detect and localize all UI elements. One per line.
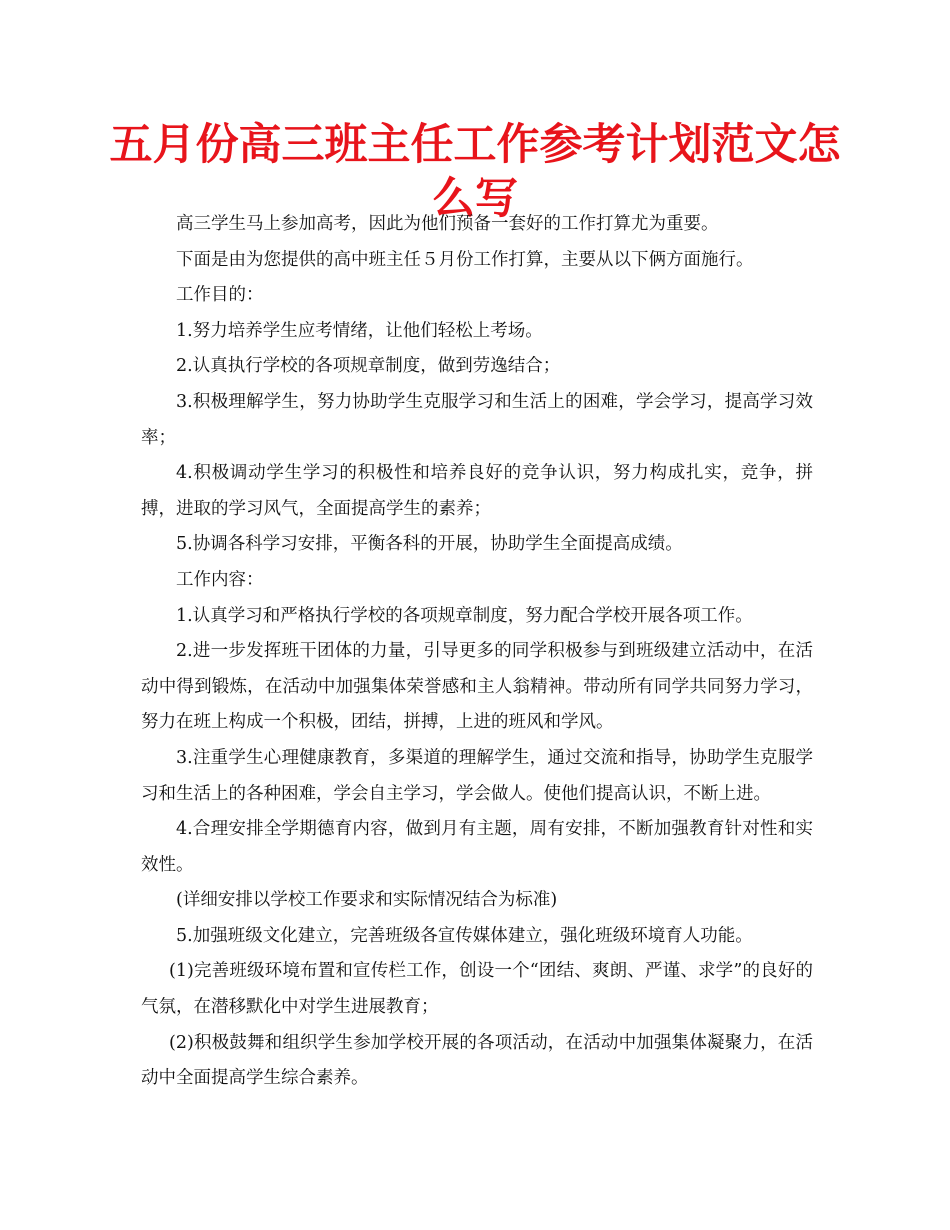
content-item-4: 4.合理安排全学期德育内容，做到月有主题，周有安排，不断加强教育针对性和实效性。 [141, 819, 813, 875]
goal-item-3: 3.积极理解学生，努力协助学生克服学习和生活上的困难，学会学习，提高学习效率； [141, 391, 813, 448]
goal-item-5: 5.协调各科学习安排，平衡各科的开展，协助学生全面提高成绩。 [176, 534, 683, 555]
content-item-5: 5.加强班级文化建立，完善班级各宣传媒体建立，强化班级环境育人功能。 [176, 925, 753, 946]
goal-item-4: 4.积极调动学生学习的积极性和培养良好的竞争认识，努力构成扎实，竞争，拼搏，进取的学习风气，全面提高学生的素养； [141, 463, 813, 519]
paragraph-intro-2: 下面是由为您提供的高中班主任５月份工作打算，主要从以下俩方面施行。 [176, 249, 754, 270]
section-heading-goals: 工作目的： [176, 285, 264, 306]
content-item-2: 2.进一步发挥班干团体的力量，引导更多的同学积极参与到班级建立活动中，在活动中得到锻炼，在活动中加强集体荣誉感和主人翁精神。带动所有同学共同努力学习，努力在班上构成一个积极，团结，拼搏，上进的班风和学风。 [141, 641, 813, 733]
content-subitem-2: (2)积极鼓舞和组织学生参加学校开展的各项活动，在活动中加强集体凝聚力，在活动中全面提高学生综合素养。 [141, 1032, 813, 1089]
goal-item-2: 2.认真执行学校的各项规章制度，做到劳逸结合； [176, 356, 561, 377]
document-title: 五月份高三班主任工作参考计划范文怎么写 [109, 120, 841, 224]
goal-item-1: 1.努力培养学生应考情绪，让他们轻松上考场。 [176, 320, 543, 341]
document-body [141, 207, 813, 1097]
section-heading-content: 工作内容： [176, 569, 264, 590]
content-note: (详细安排以学校工作要求和实际情况结合为标准) [176, 890, 558, 911]
content-subitem-1: (1)完善班级环境布置和宣传栏工作，创设一个“团结、爽朗、严谨、求学”的良好的气氛，在潜移默化中对学生进展教育； [141, 961, 813, 1018]
content-item-3: 3.注重学生心理健康教育，多渠道的理解学生，通过交流和指导，协助学生克服学习和生活上的各种困难，学会自主学习，学会做人。使他们提高认识，不断上进。 [141, 747, 813, 804]
content-item-1: 1.认真学习和严格执行学校的各项规章制度，努力配合学校开展各项工作。 [176, 605, 753, 626]
paragraph-intro-1: 高三学生马上参加高考，因此为他们预备一套好的工作打算尤为重要。 [176, 214, 719, 234]
